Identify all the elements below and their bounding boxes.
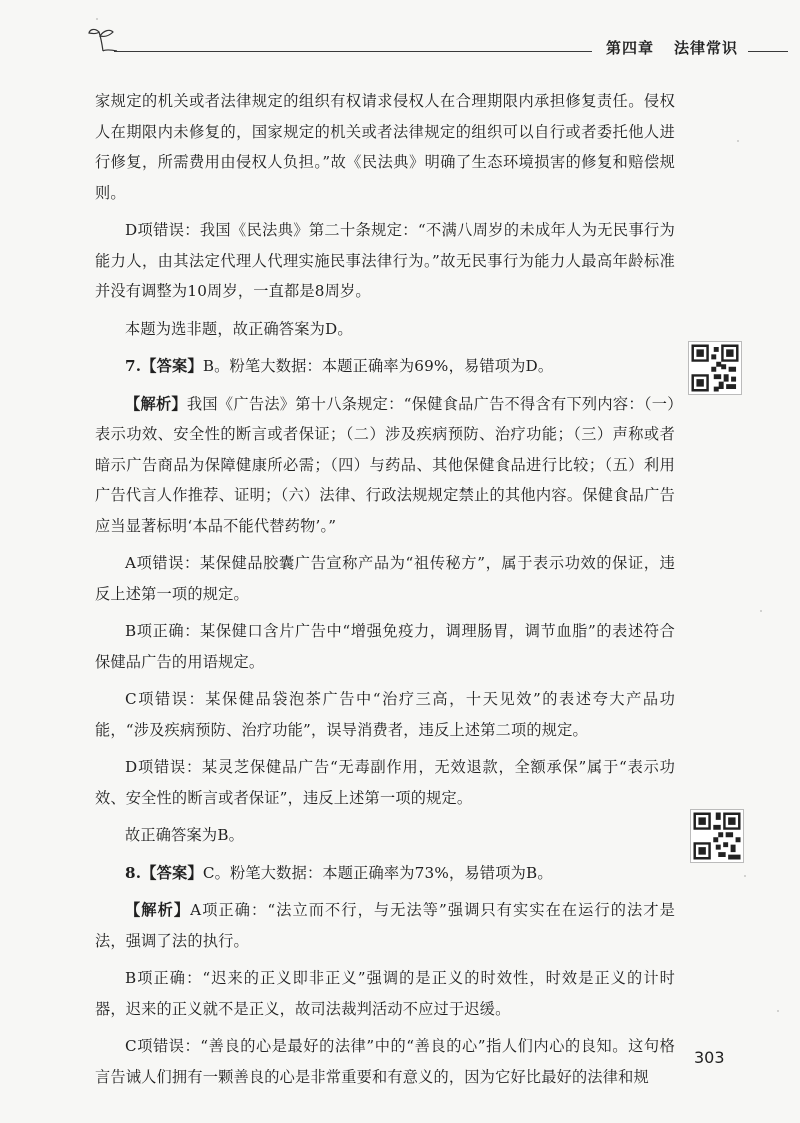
paragraph-2: D项错误：我国《民法典》第二十条规定：“不满八周岁的未成年人为无民事行为能力人，由其法定代理人代理实施民事法律行为。”故无民事行为能力人最高年龄标准并没有调整为10周岁，一直都是8周岁。 [95,221,675,300]
answer-7: 7.【答案】B。粉笔大数据：本题正确率为69%，易错项为D。 [125,357,554,375]
analysis-8: 【解析】A项正确：“法立而不行，与无法等”强调只有实实在在运行的法才是法，强调了法的执行。 [95,901,675,950]
option-b-8: B项正确：“迟来的正义即非正义”强调的是正义的时效性，时效是正义的计时器，迟来的正义就不是正义，故司法裁判活动不应过于迟缓。 [95,969,675,1018]
page-content [95,86,675,1099]
qr-code-question-7[interactable] [688,341,742,395]
answer-summary-7: 故正确答案为B。 [125,826,245,844]
analysis-label: 【解析】 [125,394,187,413]
option-a-7: A项错误：某保健品胶囊广告宣称产品为“祖传秘方”，属于表示功效的保证，违反上述第一项的规定。 [95,554,675,603]
page-number: 303 [694,1048,725,1067]
header-rule-right [748,51,788,52]
answer-label: 8.【答案】 [125,863,203,882]
qr-code-icon [689,342,741,394]
answer-label: 7.【答案】 [125,357,203,375]
section-title: 法律常识 [674,39,739,57]
option-c-8: C项错误：“善良的心是最好的法律”中的“善良的心”指人们内心的良知。这句格言告诫人们拥有一颗善良的心是非常重要和有意义的，因为它好比最好的法律和规 [95,1037,675,1086]
chapter-title: 第四章 [606,39,655,57]
qr-code-icon [691,810,743,862]
scan-dot [737,140,739,142]
scan-dot [744,875,746,877]
header-rule-left [114,51,592,52]
paragraph-3: 本题为选非题，故正确答案为D。 [125,319,353,338]
paragraph-1: 家规定的机关或者法律规定的组织有权请求侵权人在合理期限内承担修复责任。侵权人在期限内未修复的，国家规定的机关或者法律规定的组织可以自行或者委托他人进行修复，所需费用由侵权人负担。”故《民法典》明确了生态环境损害的修复和赔偿规则。 [95,92,675,202]
analysis-label: 【解析】 [125,901,191,919]
analysis-7: 【解析】我国《广告法》第十八条规定：“保健食品广告不得含有下列内容：（一）表示功效、安全性的断言或者保证；（二）涉及疾病预防、治疗功能；（三）声称或者暗示广告商品为保障健康所必需；（四）与药品、其他保健食品进行比较；（五）利用广告代言人作推荐、证明；（六）法律、行政法规规定禁止的其他内容。保健食品广告应当显著标明‘本品不能代替药物’。” [95,394,675,535]
option-c-7: C项错误：某保健品袋泡茶广告中“治疗三高，十天见效”的表述夸大产品功能，“涉及疾病预防、治疗功能”，误导消费者，违反上述第二项的规定。 [95,690,675,739]
option-d-7: D项错误：某灵芝保健品广告“无毒副作用，无效退款，全额承保”属于“表示功效、安全性的断言或者保证”，违反上述第一项的规定。 [95,758,675,807]
answer-8: 8.【答案】C。粉笔大数据：本题正确率为73%，易错项为B。 [125,863,553,882]
option-b-7: B项正确：某保健口含片广告中“增强免疫力，调理肠胃，调节血脂”的表述符合保健品广告的用语规定。 [95,622,675,671]
scan-dot [760,610,762,612]
page-header [0,0,800,70]
scan-dot [777,1010,779,1012]
qr-code-question-8[interactable] [690,809,744,863]
scan-dot [96,18,98,20]
